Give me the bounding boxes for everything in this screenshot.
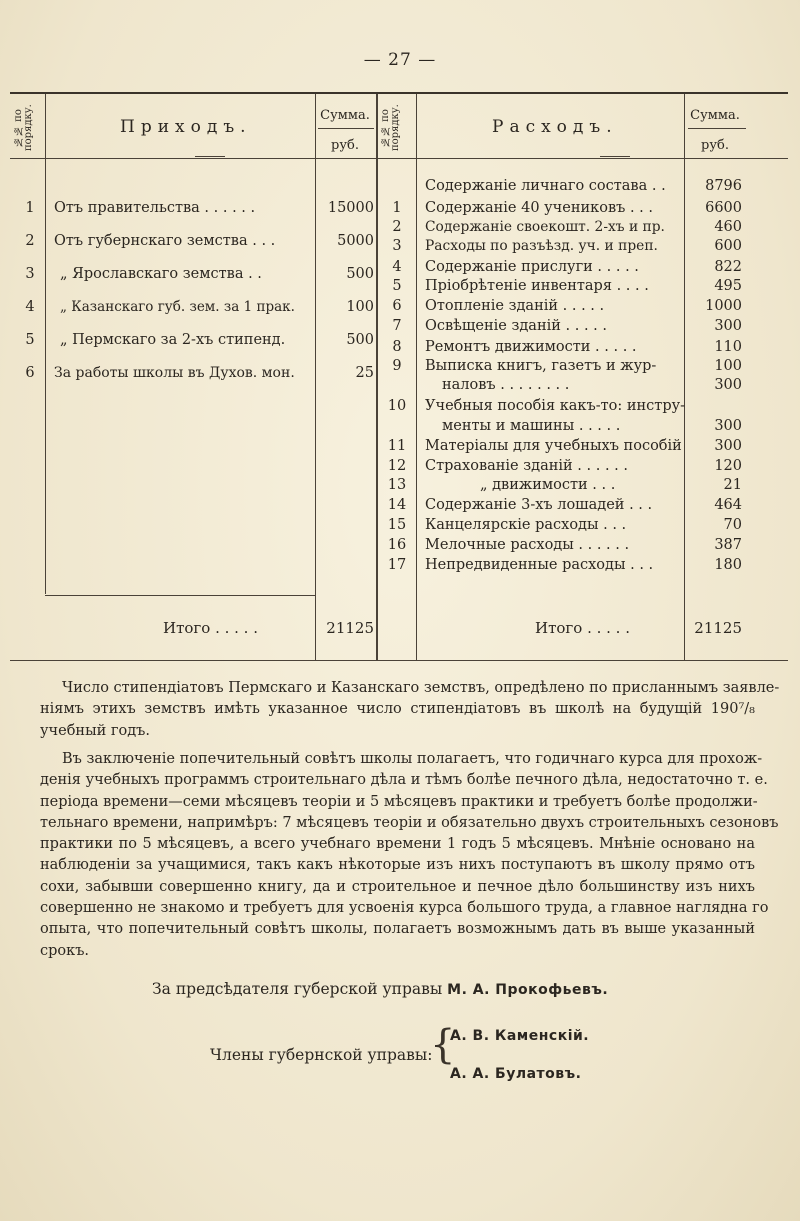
expense-row-amount: 21 [723,477,742,493]
expense-row-num: 9 [392,358,402,374]
income-header-title: Приходъ. [120,117,252,137]
expense-row-text: Матеріалы для учебныхъ пособій [425,438,682,454]
members-label: Члены губернской управы: [210,1046,433,1064]
expense-row-text: Содержаніе 40 учениковъ . . . [425,200,654,216]
expense-row-amount: 180 [714,557,742,573]
table-header-rule [10,158,788,159]
paragraph-line: учебный годъ. [40,722,150,739]
paragraph-line: наблюденіи за учащимися, такъ какъ нѣкоторые изъ нихъ поступаютъ въ школу прямо отъ [40,857,755,874]
income-header-sum: Сумма. [320,108,370,123]
expense-row-amount: 110 [714,339,742,355]
expense-total-label: Итого . . . . . [535,619,630,637]
expense-row-text: Содержаніе 3-хъ лошадей . . . [425,497,653,513]
income-row-num: 3 [25,266,35,282]
expense-row-amount: 495 [714,278,742,294]
income-row-text: Отъ правительства . . . . . . [54,200,256,216]
table-middle-divider [376,94,378,660]
paragraph-line: денія учебныхъ программъ строительнаго дѣла и тѣмъ болѣе печного дѣла, недостаточно т. е. [40,772,768,789]
income-row-num: 2 [25,233,35,249]
page-number: — 27 — [363,50,437,70]
expense-row-amount: 822 [714,259,742,275]
expense-row-text: Мелочные расходы . . . . . . [425,537,630,553]
income-row-text: „ Пермскаго за 2-хъ стипенд. [60,332,286,348]
income-row-num: 6 [25,365,35,381]
expense-row-text: Содержаніе своекошт. 2-хъ и пр. [425,219,665,235]
chair-name: М. А. Прокофьевъ. [447,982,609,998]
expense-header-sum: Сумма. [690,108,740,123]
expense-total-value: 21125 [694,619,742,637]
expense-row-text: Канцелярскіе расходы . . . [425,517,627,533]
expense-sum-underline [688,128,746,129]
income-row-amount: 100 [346,299,374,315]
income-sum-underline [318,128,374,129]
income-title-mark [195,156,225,157]
expense-row-num: 13 [387,477,407,493]
expense-row-amount: 70 [723,517,742,533]
expense-row-amount: 460 [714,219,742,235]
paragraph-line: срокъ. [40,942,90,959]
expense-header-unit: руб. [701,138,729,153]
income-header-unit: руб. [331,138,359,153]
income-total-label: Итого . . . . . [163,619,258,637]
expense-row-num: 5 [392,278,402,294]
expense-header-number: №№ по порядку. [380,104,401,152]
income-row-num: 4 [25,299,35,315]
income-num-divider [45,94,46,594]
expense-num-divider [416,94,417,660]
expense-row-text: наловъ . . . . . . . . [442,377,570,393]
expense-row-text: Выписка книгъ, газетъ и жур- [425,358,657,374]
expense-row-amount: 600 [714,238,742,254]
paragraph-line: практики по 5 мѣсяцевъ, а всего учебнаго времени 1 годъ 5 мѣсяцевъ. Мнѣніе основано на [40,836,755,853]
member-name-1: А. В. Каменскій. [450,1028,590,1044]
expense-row-num: 12 [387,458,407,474]
income-row-text: За работы школы въ Духов. мон. [54,365,295,381]
expense-row-num: 6 [392,298,402,314]
paragraph-line: сохи, забывши совершенно книгу, да и строительное и печное дѣло большинству изъ нихъ [40,878,755,895]
income-sum-divider [315,94,316,660]
expense-row-text: Страхованіе зданій . . . . . . [425,458,629,474]
expense-row-num: 16 [387,537,407,553]
expense-row-num: 2 [392,219,402,235]
member-name-2: А. А. Булатовъ. [450,1066,582,1082]
expense-title-mark [600,156,630,157]
expense-row-num: 10 [387,398,407,414]
chair-signature-line [152,980,608,998]
expense-row-amount: 1000 [705,298,742,314]
table-top-rule [10,92,788,94]
expense-row-amount: 300 [714,418,742,434]
income-row-text: „ Ярославскаго земства . . [60,266,262,282]
expense-header-title: Расходъ. [492,117,618,137]
income-row-amount: 15000 [327,200,374,216]
paragraph-line: опыта, что попечительный совѣтъ школы, полагаетъ возможнымъ дать въ выше указанный [40,921,755,938]
income-row-amount: 500 [346,332,374,348]
table-bottom-rule [10,660,788,661]
members-brace: { [430,1022,456,1068]
expense-row-amount: 464 [714,497,742,513]
paragraph-stipend [40,678,780,742]
expense-row-num: 14 [387,497,407,513]
expense-row-text: Освѣщеніе зданій . . . . . [425,318,608,334]
expense-row-amount: 300 [714,318,742,334]
paragraph-line: періода времени—семи мѣсяцевъ теоріи и 5 мѣсяцевъ практики и требуетъ болѣе продолжи- [40,793,758,810]
expense-row-num: 3 [392,238,402,254]
expense-row-amount: 300 [714,438,742,454]
expense-row-text: Отопленіе зданій . . . . . [425,298,605,314]
expense-row-text: менты и машины . . . . . [442,418,621,434]
expense-row-amount: 387 [714,537,742,553]
expense-row-amount: 8796 [705,178,742,194]
expense-row-amount: 120 [714,458,742,474]
expense-row-text: Содержаніе прислуги . . . . . [425,259,639,275]
income-header-number: №№ по порядку. [13,104,34,152]
paragraph-line: тельнаго времени, напримѣръ: 7 мѣсяцевъ теоріи и обязательно двухъ строительныхъ сезоновъ [40,814,779,831]
expense-row-num: 8 [392,339,402,355]
paragraph-line: совершенно не знакомо и требуетъ для усвоенія курса большого труда, а главное наглядна го [40,900,769,917]
expense-row-text: „ движимости . . . [480,477,616,493]
expense-row-text: Ремонтъ движимости . . . . . [425,339,637,355]
paragraph-line: ніямъ этихъ земствъ имѣть указанное число стипендіатовъ въ школѣ на будущій 190⁷/₈ [40,701,755,718]
income-row-amount: 25 [355,365,374,381]
expense-row-text: Расходы по разъѣзд. уч. и преп. [425,238,658,254]
income-row-text: „ Казанскаго губ. зем. за 1 прак. [60,299,295,315]
income-row-amount: 5000 [337,233,374,249]
income-row-num: 1 [25,200,35,216]
paragraph-line: Въ заключеніе попечительный совѣтъ школы полагаетъ, что годичнаго курса для прохож- [62,751,763,767]
expense-row-text: Пріобрѣтеніе инвентаря . . . . [425,278,649,294]
chair-prefix: За предсѣдателя губерской управы [152,980,443,998]
expense-row-num: 7 [392,318,402,334]
income-total-value: 21125 [326,619,374,637]
expense-row-amount: 300 [714,377,742,393]
expense-row-num: 15 [387,517,407,533]
expense-sum-divider [684,94,685,660]
paragraph-line: Число стипендіатовъ Пермскаго и Казанскаго земствъ, опредѣлено по присланнымъ заявле- [62,680,780,696]
expense-row-amount: 100 [714,358,742,374]
expense-row-amount: 6600 [705,200,742,216]
income-row-num: 5 [25,332,35,348]
expense-row-num: 11 [387,438,407,454]
expense-row-num: 17 [387,557,407,573]
expense-row-num: 4 [392,259,402,275]
income-total-separator [45,595,315,596]
expense-row-num: 1 [392,200,402,216]
expense-row-text: Непредвиденные расходы . . . [425,557,654,573]
income-row-amount: 500 [346,266,374,282]
expense-row-text: Содержаніе личнаго состава . . [425,178,666,194]
income-row-text: Отъ губернскаго земства . . . [54,233,276,249]
expense-row-text: Учебныя пособія какъ-то: инстру- [425,398,686,414]
paragraph-conclusion [40,749,779,962]
